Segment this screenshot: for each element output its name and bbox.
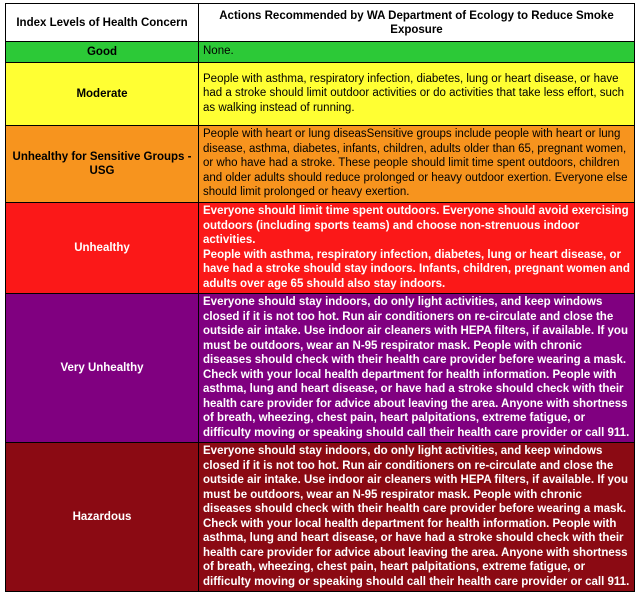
- row-usg: [6, 126, 635, 203]
- level-good: Good: [6, 42, 199, 63]
- header-row: [6, 4, 635, 42]
- row-good: [6, 42, 635, 63]
- row-unhealthy: [6, 203, 635, 294]
- level-moderate: Moderate: [6, 63, 199, 126]
- actions-hazardous-text-2: Check with your local health department for health information. People with asthma, lung and heart disease, or have had a stroke should check with their health care provider for advice about leaving the area. Anyone with shortness of breath, wheezing, chest pain, heart palpitations, extreme fatigue, or difficulty moving or speaking should call their health care provider or call 911.: [203, 517, 630, 588]
- header-actions: Actions Recommended by WA Department of Ecology to Reduce Smoke Exposure: [199, 4, 635, 42]
- actions-usg-text: People with heart or lung diseasSensitive groups include people with heart or lung disease, asthma, diabetes, infants, children, adults older than 65, pregnant women, or who have had a stroke. These people should limit time spent outdoors, children and older adults should reduce prolonged or heavy outdoor exertion. Everyone else should limit prolonged or heavy exertion.: [203, 128, 628, 199]
- actions-hazardous-text-1: Everyone should stay indoors, do only light activities, and keep windows closed if it is not too hot. Run air conditioners on re-circulate and close the outside air intake. Use indoor air cleaners with HEPA filters, if available. If you must be outdoors, wear an N-95 respirator mask. People with chronic diseases should check with their health care provider before wearing a mask.: [203, 445, 628, 515]
- actions-hazardous: [199, 443, 635, 592]
- actions-unhealthy-text-1: Everyone should limit time spent outdoors. Everyone should avoid exercising outdoors (including sports teams) and choose non-strenuous indoor activities.: [203, 205, 629, 246]
- level-hazardous: Hazardous: [6, 443, 199, 592]
- actions-good: [199, 42, 635, 63]
- actions-very-unhealthy-text-2: Check with your local health department for health information. People with asthma, lung and heart disease, or have had a stroke should check with their health care provider for advice about leaving the area. Anyone with shortness of breath, wheezing, chest pain, heart palpitations, extreme fatigue, or difficulty moving or speaking should call their health care provider or call 911.: [203, 368, 630, 439]
- header-level: Index Levels of Health Concern: [6, 4, 199, 42]
- air-quality-actions-table: [5, 3, 635, 592]
- actions-moderate-text: People with asthma, respiratory infection, diabetes, lung or heart disease, or have had a stroke should limit outdoor activities or do activities that take less effort, such as walking instead of running.: [203, 72, 625, 114]
- level-unhealthy: Unhealthy: [6, 203, 199, 294]
- actions-moderate: [199, 63, 635, 126]
- actions-unhealthy-text-2: People with asthma, respiratory infection, diabetes, lung or heart disease, or have had a stroke should stay indoors. Infants, children, pregnant women and adults over age 65 should also stay indoors.: [203, 248, 630, 290]
- actions-good-text: None.: [203, 45, 234, 58]
- actions-unhealthy: [199, 203, 635, 294]
- row-moderate: [6, 63, 635, 126]
- actions-usg: [199, 126, 635, 203]
- level-very-unhealthy: Very Unhealthy: [6, 294, 199, 443]
- actions-very-unhealthy-text-1: Everyone should stay indoors, do only light activities, and keep windows closed if it is not too hot. Run air conditioners on re-circulate and close the outside air intake. Use indoor air cleaners with HEPA filters, if available. If you must be outdoors, wear an N-95 respirator mask. People with chronic diseases should check with their health care provider before wearing a mask.: [203, 296, 628, 366]
- actions-very-unhealthy: [199, 294, 635, 443]
- row-very-unhealthy: [6, 294, 635, 443]
- row-hazardous: [6, 443, 635, 592]
- level-usg: Unhealthy for Sensitive Groups - USG: [6, 126, 199, 203]
